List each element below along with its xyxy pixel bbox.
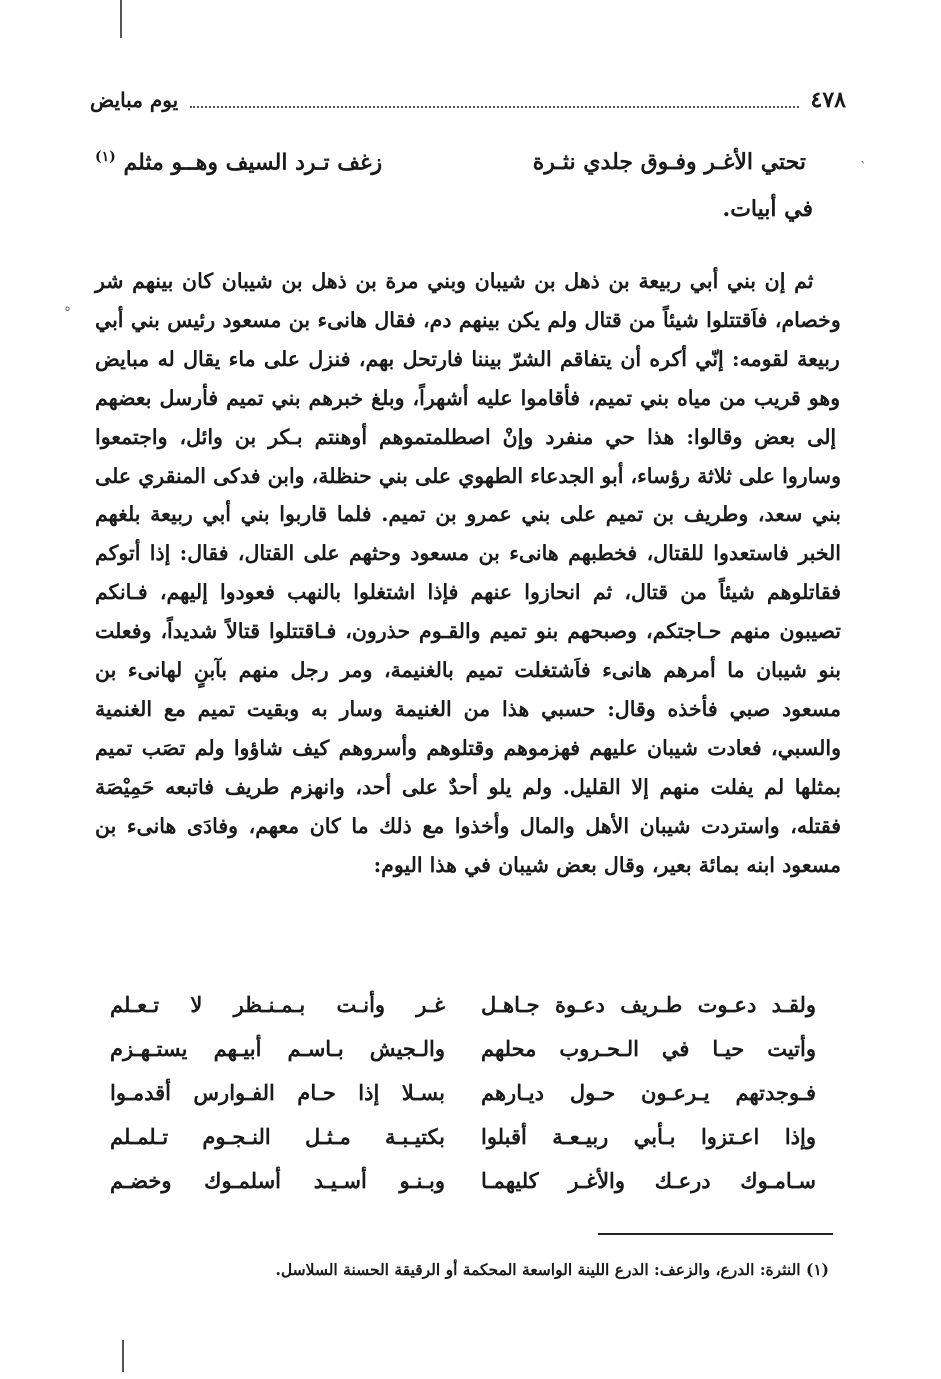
poem-hemistich-right: سـامـوك درعـك والأغـر كليهمـا xyxy=(481,1167,816,1193)
body-line: حَمِيْصَة فقتله، واستردت شيبان الأهل والمال وأخذوا مع ذلك ما كان معهم، وفادَى xyxy=(95,774,841,838)
paragraph xyxy=(95,262,841,885)
main-paragraph xyxy=(95,262,841,885)
body-line: هانىء بن مسعود ابنه بمائة بعير، وقال بعض شيبان في هذا اليوم: xyxy=(95,813,841,877)
verse-text-left: زغف تـرد السيف وهــو مثلم xyxy=(123,149,383,176)
page-number: ٤٧٨ xyxy=(810,87,846,113)
body-line: شديداً، وفعلت بنو شيبان ما أمرهم هانىء فاَشتغلت تميم بالغنيمة، ومر رجل منهم بآبنٍ xyxy=(95,619,841,683)
poem-hemistich-left: بسـلا إذا حـام الفـوارس أقدمـوا xyxy=(110,1079,445,1105)
poem-hemistich-left: غـر وأنـت بـمـنـظر لا تـعـلم xyxy=(110,991,445,1017)
poem-hemistich-right: وأتيت حيـا في الـحـروب محلهم xyxy=(481,1035,816,1061)
page-header xyxy=(90,82,846,118)
poem-verse xyxy=(110,1114,816,1158)
body-line: إذا أتوكم فقاتلوهم شيئاً من قتال، ثم انحازوا عنهم فإذا اشتغلوا بالنهب فعودوا إليهم، xyxy=(95,541,841,605)
scan-edge-mark-top xyxy=(120,0,122,38)
body-line: لهانىء بن مسعود صبي فأخذه وقال: حسبي هذا من الغنيمة وسار به وبقيت تميم مع xyxy=(95,658,841,721)
poem-verse xyxy=(110,1070,816,1114)
body-line: على بني سعد، وطريف بن تميم على بني عمرو بن تميم. فلما قاربوا بني أبي ربيعة xyxy=(95,463,841,527)
body-line: ثم إن بني أبي ربيعة بن ذهل بن شيبان وبني مرة بن ذهل بن شيبان كان بينهم شر xyxy=(95,269,814,293)
footnote: (١) النثرة: الدرع، والزعف: الدرع اللينة الواسعة المحكمة أو الرقيقة الحسنة السلاسل. xyxy=(275,1260,829,1279)
poem-hemistich-left: بكتيـبـة مـثـل النـجـوم تـلمـلم xyxy=(110,1123,445,1149)
scan-speck: ˋ xyxy=(860,160,867,176)
body-line: فـانكم تصيبون منهم حـاجتكم، وصبحهم بنو تميم والقـوم حذرون، فـاقتتلوا قتالاً xyxy=(95,580,841,644)
verse-hemistich-left xyxy=(95,149,382,175)
body-line: تميم بمثلها لم يفلت منهم إلا القليل. ولم يلو أحدٌ على أحد، وانهزم طريف فاتبعه xyxy=(95,735,841,799)
header-dotted-leader xyxy=(190,92,798,108)
poem-verse xyxy=(110,982,816,1026)
body-line: ربيعة لقومه: إنّي أكره أن يتفاقم الشرّ بيننا فارتحل بهم، فنزل على ماء يقال له مبايض xyxy=(95,346,840,371)
body-line: وخصام، فاَقتتلوا شيئاً من قتال ولم يكن بينهم دم، فقال هانىء بن مسعود رئيس بني أبي xyxy=(95,307,841,332)
footnote-divider xyxy=(598,1233,833,1235)
body-line: الغنمية والسبي، فعادت شيبان عليهم فهزموهم وقتلوهم وأسروهم كيف شاؤوا ولم تصَب xyxy=(95,696,841,760)
body-line: وساروا على ثلاثة رؤساء، أبو الجدعاء الطهوي على بني حنظلة، وابن فدكى المنقري xyxy=(131,463,841,488)
poem-verse xyxy=(110,1026,816,1070)
body-line: بلغهم الخبر فاستعدوا للقتال، فخطبهم هانىء بن مسعود وحثهم على القتال، فقال: xyxy=(95,502,841,566)
verse-text-right: تحتي الأغـر وفـوق جلدي نثـرة xyxy=(532,149,806,175)
body-line: وهو قريب من مياه بني تميم، فأقاموا عليه أشهراً، وبلغ خبرهم بني تميم فأرسل بعضهم xyxy=(95,385,841,410)
poem xyxy=(110,982,816,1202)
verse-hemistich-right xyxy=(533,149,806,175)
poem-hemistich-right: فـوجدتهم يـرعـون حـول ديـارهم xyxy=(481,1079,816,1105)
after-verse-text: في أبيات. xyxy=(722,196,813,222)
poem-hemistich-right: ولقـد دعـوت طـريف دعـوة جـاهـل xyxy=(481,991,816,1017)
scan-edge-mark-bottom xyxy=(122,1340,124,1372)
poem-hemistich-left: وبـنـو أسـيـد أسلمـوك وخضـم xyxy=(110,1167,445,1193)
opening-verse xyxy=(95,140,806,184)
running-title: يوم مبايض xyxy=(90,88,179,112)
poem-hemistich-right: وإذا اعـتزوا بـأبي ربيـعـة أقبلوا xyxy=(481,1123,816,1149)
poem-hemistich-left: والـجيش بـاسـم أبيـهم يستـهـزم xyxy=(110,1035,445,1061)
body-line: إلى بعض وقالوا: هذا حي منفرد وإنْ اصطلمتموهم أوهنتم بـكر بن وائل، واجتمعوا xyxy=(95,424,837,449)
poem-verse xyxy=(110,1158,816,1202)
scan-speck: ° xyxy=(64,305,71,321)
footnote-reference: (١) xyxy=(95,148,116,165)
